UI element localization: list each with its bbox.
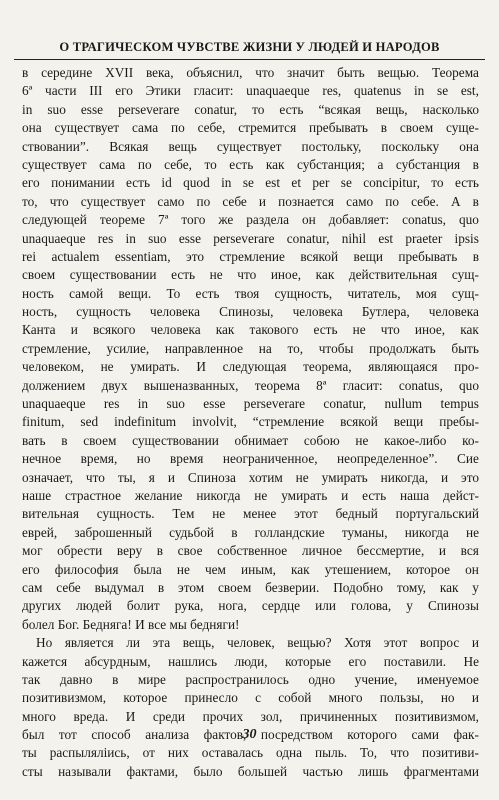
text-line: она существует сама по себе, стремится пребывать в своем суще- (22, 120, 479, 136)
text-line: других людей болит рука, нога, сердце или голова, у Спинозы (22, 598, 479, 614)
text-line: позитивизмом, которое принесло с собой много пользы, но и (22, 690, 479, 706)
text-line: в середине XVII века, объяснил, что значит быть вещью. Теорема (22, 65, 479, 80)
text-line: следующей теореме 7ª того же раздела он добавляет: conatus, quo (22, 212, 479, 228)
text-line: сты называли фактами, было большей частью лишь фрагментами (22, 763, 479, 779)
text-line: ность самой вещи. То есть твоя сущность, читатель, моя сущ- (22, 285, 479, 301)
text-line: наше страстное желание никогда не умирать и есть наша дейст- (22, 487, 479, 503)
text-line: ность, сущность человека Спинозы, человека Бутлера, человека (22, 304, 479, 320)
text-line: сам себе выдумал в этом своем безверии. Подобно тому, как у (22, 579, 479, 595)
text-line: стремление, усилие, направленное на то, чтобы продолжать быть (22, 340, 479, 356)
text-line: in suo esse perseverare conatur, то есть “всякая вещь, насколько (22, 101, 479, 117)
running-header: О ТРАГИЧЕСКОМ ЧУВСТВЕ ЖИЗНИ У ЛЮДЕЙ И НАРОДОВ (59, 40, 440, 54)
text-line: его понимании есть id quod in se est et per se concipitur, то есть (22, 175, 479, 191)
text-line: был тот способ анализа фактов, посредством которого сами фак- (22, 727, 479, 743)
text-line: болел Бог. Бедняга! И все мы бедняги! (22, 616, 240, 632)
text-line: должением двух вышеназванных, теорема 8ª гласит: conatus, quo (22, 377, 479, 393)
text-line: вительная сущность. Тем не менее этот бедный португальский (22, 506, 479, 522)
text-line: еврей, заброшенный судьбой в голландские туманы, никогда не (22, 524, 479, 540)
text-line: unaquaeque res in suo esse perseverare conatur, nullum tempus (22, 396, 479, 412)
text-line: 6ª части III его Этики гласит: unaquaeque res, quatenus in se est, (22, 83, 479, 99)
text-line: своем существовании есть не что иное, как действительная сущ- (22, 267, 479, 283)
text-line: finitum, sed indefinitum involvit, “стремление всякой вещи пребы- (22, 414, 479, 430)
page-number: 30 (242, 727, 257, 742)
text-line: ствовании”. Всякая вещь существует постольку, поскольку она (22, 138, 479, 154)
text-line: нечное время, но время неограниченное, неопределенное”. Сие (22, 451, 479, 467)
text-line: ты распыляліись, от них оставалась одна пыль. То, что позитиви- (22, 745, 479, 761)
header-rule (14, 59, 485, 60)
text-line: существует сама по себе, то есть как субстанция; а субстанция в (22, 156, 479, 172)
text-line: rei actualem essentiam, это стремление всякой вещи пребывать в (22, 248, 479, 264)
text-line: так давно в мире распространилось одно учение, именуемое (22, 671, 479, 687)
text-line: кажется абсурдным, нашлись люди, которые его поставили. Не (22, 653, 479, 669)
text-line: мог обрести веру в свое собственное личное бессмертие, и вся (22, 543, 479, 559)
text-line: то, что существует само по себе и познается само по себе. А в (22, 193, 479, 209)
text-line: вать в своем существовании обнимает собою не какое-либо ко- (22, 432, 479, 448)
text-line: unaquaeque res in suo esse perseverare conatur, nihil est praeter ipsis (22, 230, 479, 246)
text-line: его философия была не чем иным, как утешением, которое он (22, 561, 479, 577)
text-line: Канта и всякого человека как такового есть не что иное, как (22, 322, 479, 338)
text-line: означает, что ты, я и Спиноза хотим не умирать никогда, и это (22, 469, 479, 485)
page-body (22, 64, 479, 781)
text-line: Но является ли эта вещь, человек, вещью? Хотя этот вопрос и (36, 635, 479, 651)
text-line: человеком, не умирать. И следующая теорема, являющаяся про- (22, 359, 479, 375)
text-line: много вреда. И среди прочих зол, причиненных позитивизмом, (22, 708, 479, 724)
